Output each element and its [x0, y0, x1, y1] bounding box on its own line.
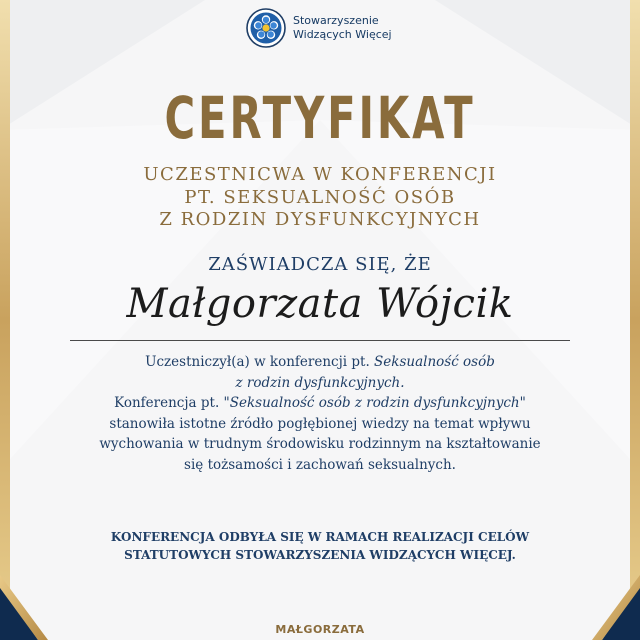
closing-line: KONFERENCJA ODBYŁA SIĘ W RAMACH REALIZACJI CELÓW	[110, 530, 530, 544]
organization-name	[293, 14, 392, 42]
conference-title-italic: z rodzin dysfunkcyjnych.	[235, 374, 405, 391]
closing-statement	[40, 528, 600, 564]
subtitle-line: Z RODZIN DYSFUNKCYJNYCH	[159, 209, 481, 230]
body-line	[40, 373, 600, 394]
body-text: Uczestniczył(a) w konferencji pt.	[145, 354, 375, 370]
name-underline	[70, 340, 570, 341]
subtitle-line: UCZESTNICWA W KONFERENCJI	[143, 164, 497, 185]
forget-me-not-flower-icon	[246, 8, 286, 48]
signer-name: MAŁGORZATA	[275, 623, 365, 636]
body-line: stanowiła istotne źródło pogłębionej wiedzy na temat wpływu	[109, 415, 531, 432]
recipient-name: Małgorzata Wójcik	[126, 281, 514, 327]
body-line: wychowania w trudnym środowisku rodzinnym na kształtowanie	[99, 436, 541, 452]
organization-logo	[246, 8, 392, 48]
body-text: "	[519, 395, 526, 411]
conference-title-italic: Seksualność osób	[374, 354, 495, 370]
body-line: się tożsamości i zachowań seksualnych.	[184, 456, 456, 473]
certificate-body-text	[40, 352, 600, 475]
body-line	[40, 393, 600, 414]
attestation-heading: ZAŚWIADCZA SIĘ, ŻE	[208, 254, 432, 275]
organization-name-line2: Widzących Więcej	[293, 28, 392, 41]
body-line	[40, 352, 600, 373]
body-text: Konferencja pt. "	[114, 395, 230, 411]
organization-name-line1: Stowarzyszenie	[293, 14, 379, 27]
certificate-title: CERTYFIKAT	[164, 84, 476, 152]
subtitle-line: PT. SEKSUALNOŚĆ OSÓB	[184, 186, 456, 208]
certificate-subtitle	[0, 164, 640, 232]
conference-title-italic: Seksualność osób z rodzin dysfunkcyjnych	[229, 395, 520, 411]
closing-line: STATUTOWYCH STOWARZYSZENIA WIDZĄCYCH WIĘCEJ.	[124, 548, 516, 562]
